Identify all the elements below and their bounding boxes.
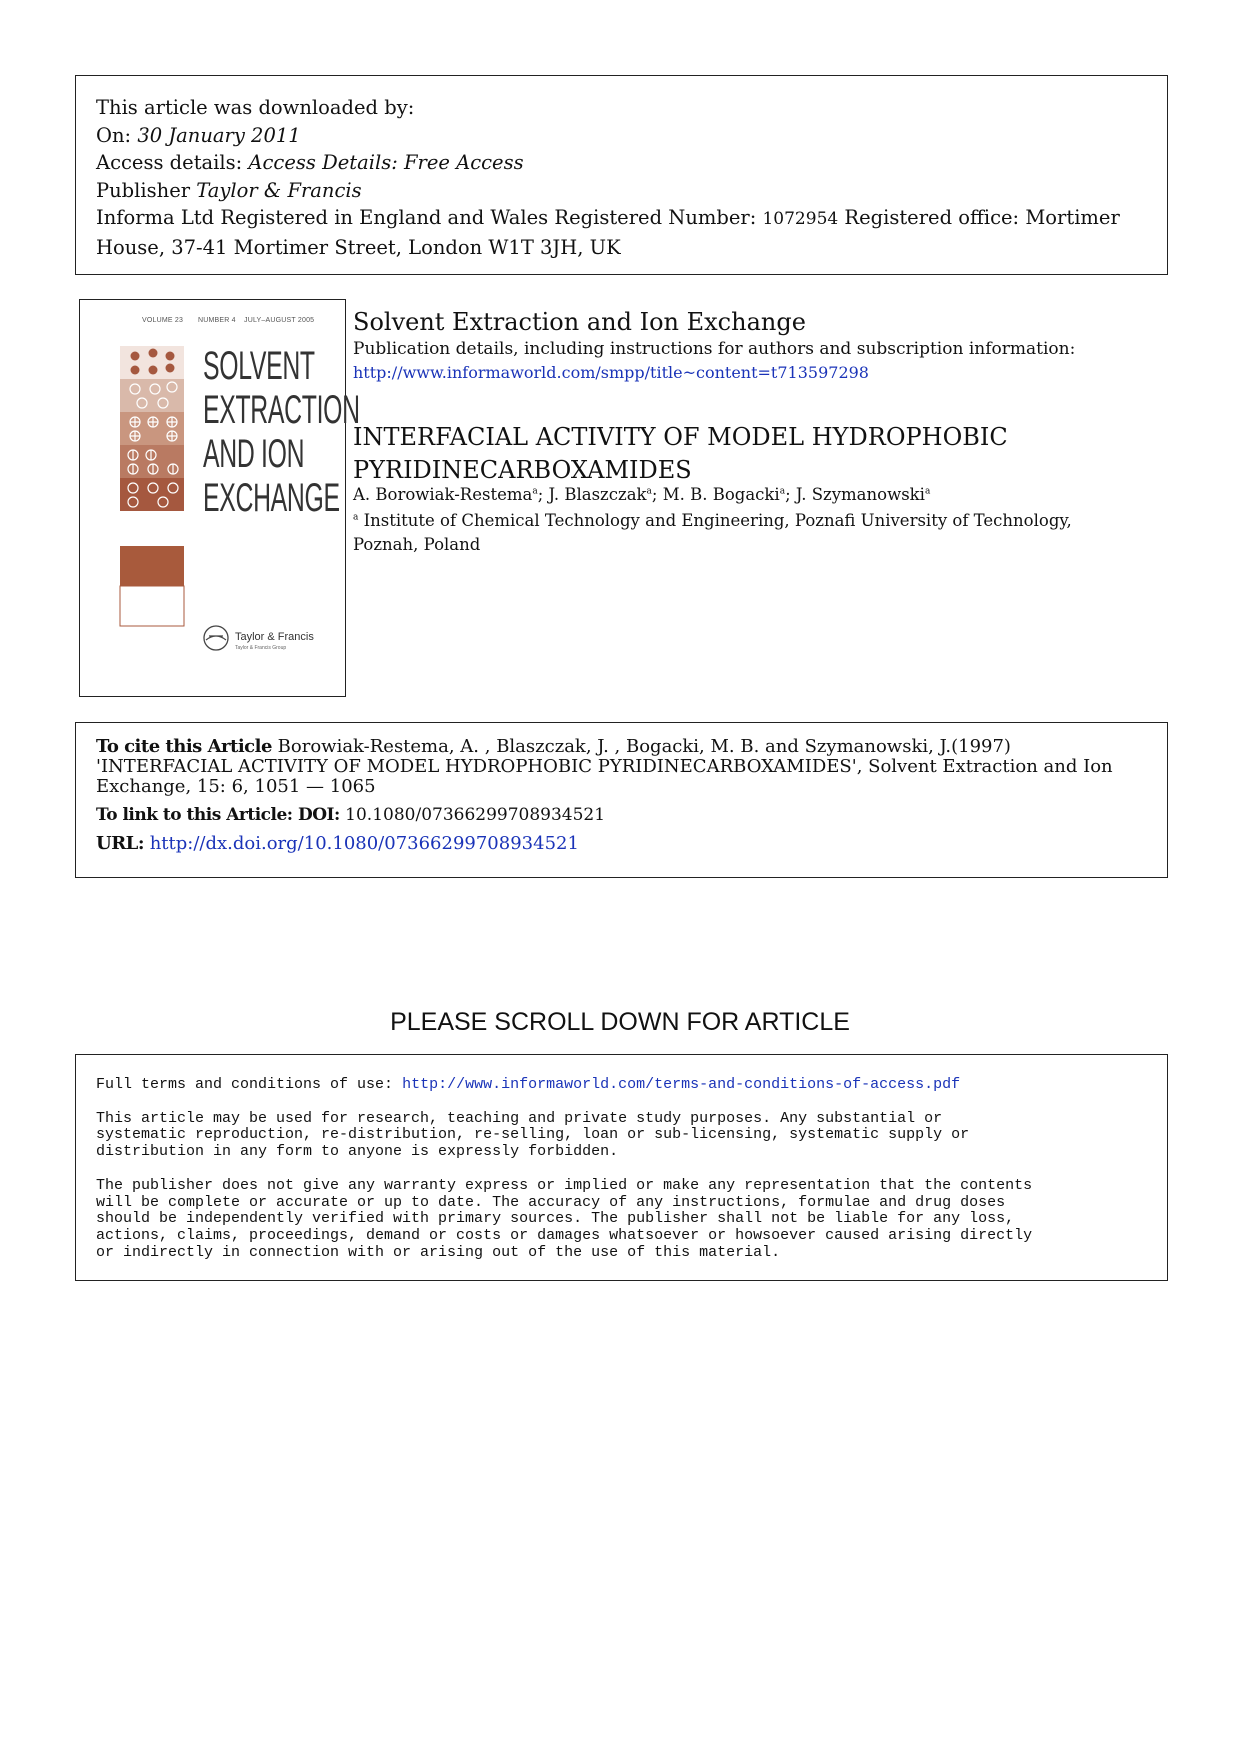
- publication-details: Publication details, including instructions for authors and subscription information:: [353, 339, 1076, 359]
- on-label: On:: [96, 123, 138, 147]
- access-details: [96, 149, 1147, 177]
- terms-box: [75, 1054, 1168, 1281]
- author-name: J. Blaszczak: [548, 485, 647, 504]
- author-affiliation-marker: a: [779, 486, 786, 497]
- journal-cover-image: [79, 299, 360, 697]
- downloaded-by-text: This article was downloaded by:: [96, 96, 415, 119]
- cite-label: To cite this Article: [96, 736, 272, 757]
- journal-title: Solvent Extraction and Ion Exchange: [353, 308, 806, 336]
- citation: [96, 737, 1147, 797]
- cover-title-line-3: AND ION: [203, 432, 305, 476]
- author-affiliation-marker: a: [924, 486, 931, 497]
- author-affiliation-marker: a: [532, 486, 538, 497]
- doi-row: [96, 805, 1147, 825]
- cover-title-line-2: EXTRACTION: [203, 388, 360, 432]
- author-name: M. B. Bogacki: [662, 485, 780, 504]
- informa-post: Registered office: Mortimer House, 37-41 Mortimer Street, London W1T 3JH, UK: [96, 206, 1120, 259]
- affiliation-marker: a: [353, 512, 359, 523]
- informa-registration: [96, 204, 1147, 261]
- cover-publisher-sub: Taylor & Francis Group: [235, 645, 287, 651]
- cite-text: Borowiak-Restema, A. , Blaszczak, J. , Bogacki, M. B. and Szymanowski, J.(1997) 'INTERFACIAL ACTIVITY OF MODEL HYDROPHOBIC PYRIDINECARBOXAMIDES', Solvent Extraction and Ion Exchange, 15: 6, 1051 — 1065: [96, 736, 1113, 797]
- taylor-francis-logo-mark: [204, 626, 228, 650]
- cover-title: [203, 344, 360, 520]
- author-separator: ;: [537, 485, 549, 504]
- access-value: Access Details: Free Access: [248, 151, 524, 174]
- scroll-down-message: PLEASE SCROLL DOWN FOR ARTICLE: [390, 1008, 850, 1036]
- doi-value: 10.1080/07366299708934521: [339, 805, 606, 825]
- cover-block-top: [120, 546, 184, 586]
- download-info-box: [75, 75, 1168, 275]
- doi-label: To link to this Article: DOI:: [96, 805, 340, 825]
- author-name: A. Borowiak-Restema: [353, 485, 533, 504]
- cover-title-line-4: EXCHANGE: [203, 476, 340, 520]
- author-separator: ;: [651, 485, 663, 504]
- cover-date: JULY–AUGUST 2005: [244, 317, 315, 324]
- affiliation-text: Institute of Chemical Technology and Engineering, Poznafi University of Technology, Poznah, Poland: [353, 511, 1072, 554]
- url-row: [96, 833, 1147, 854]
- cover-block-bottom: [120, 586, 184, 626]
- author-affiliation-marker: a: [646, 486, 652, 497]
- publisher-line: [96, 177, 1147, 205]
- cover-band-2: [120, 379, 184, 412]
- cover-title-line-1: SOLVENT: [203, 344, 315, 388]
- publisher-label: Publisher: [96, 178, 197, 202]
- journal-url-link[interactable]: http://www.informaworld.com/smpp/title~content=t713597298: [353, 363, 869, 382]
- publisher-value: Taylor & Francis: [196, 178, 362, 202]
- author-list: [353, 485, 930, 504]
- cover-publisher: Taylor & Francis: [235, 631, 314, 643]
- doi-url-link[interactable]: http://dx.doi.org/10.1080/07366299708934521: [149, 833, 579, 854]
- access-label: Access details:: [96, 151, 249, 174]
- terms-url-link[interactable]: http://www.informaworld.com/terms-and-conditions-of-access.pdf: [402, 1076, 961, 1093]
- citation-box: [75, 722, 1168, 878]
- download-date: [96, 122, 1147, 150]
- cover-volume: VOLUME 23: [142, 317, 184, 324]
- terms-line: [96, 1077, 1147, 1094]
- article-title: INTERFACIAL ACTIVITY OF MODEL HYDROPHOBIC PYRIDINECARBOXAMIDES: [353, 423, 1008, 484]
- on-value: 30 January 2011: [137, 123, 301, 147]
- terms-paragraph-1: This article may be used for research, teaching and private study purposes. Any substantial or systematic reproduction, re-distribution, re-selling, loan or sub-licensing, systematic supply or distribution in any form to anyone is expressly forbidden.: [96, 1109, 970, 1161]
- author-separator: ;: [785, 485, 796, 504]
- affiliation: [353, 509, 1133, 557]
- terms-label: Full terms and conditions of use:: [96, 1076, 403, 1093]
- informa-number: 1072954: [762, 209, 839, 229]
- cover-number: NUMBER 4: [198, 317, 236, 324]
- informa-pre: Informa Ltd Registered in England and Wales Registered Number:: [96, 206, 763, 229]
- terms-paragraph-2: The publisher does not give any warranty express or implied or make any representation that the contents will be complete or accurate or up to date. The accuracy of any instructions, formulae and drug doses should be independently verified with primary sources. The publisher shall not be liable for any loss, actions, claims, proceedings, demand or costs or damages whatsoever or howsoever caused arising directly or indirectly in connection with or arising out of the use of this material.: [96, 1176, 1033, 1261]
- url-label: URL:: [96, 833, 144, 854]
- author-name: J. Szymanowski: [795, 485, 925, 504]
